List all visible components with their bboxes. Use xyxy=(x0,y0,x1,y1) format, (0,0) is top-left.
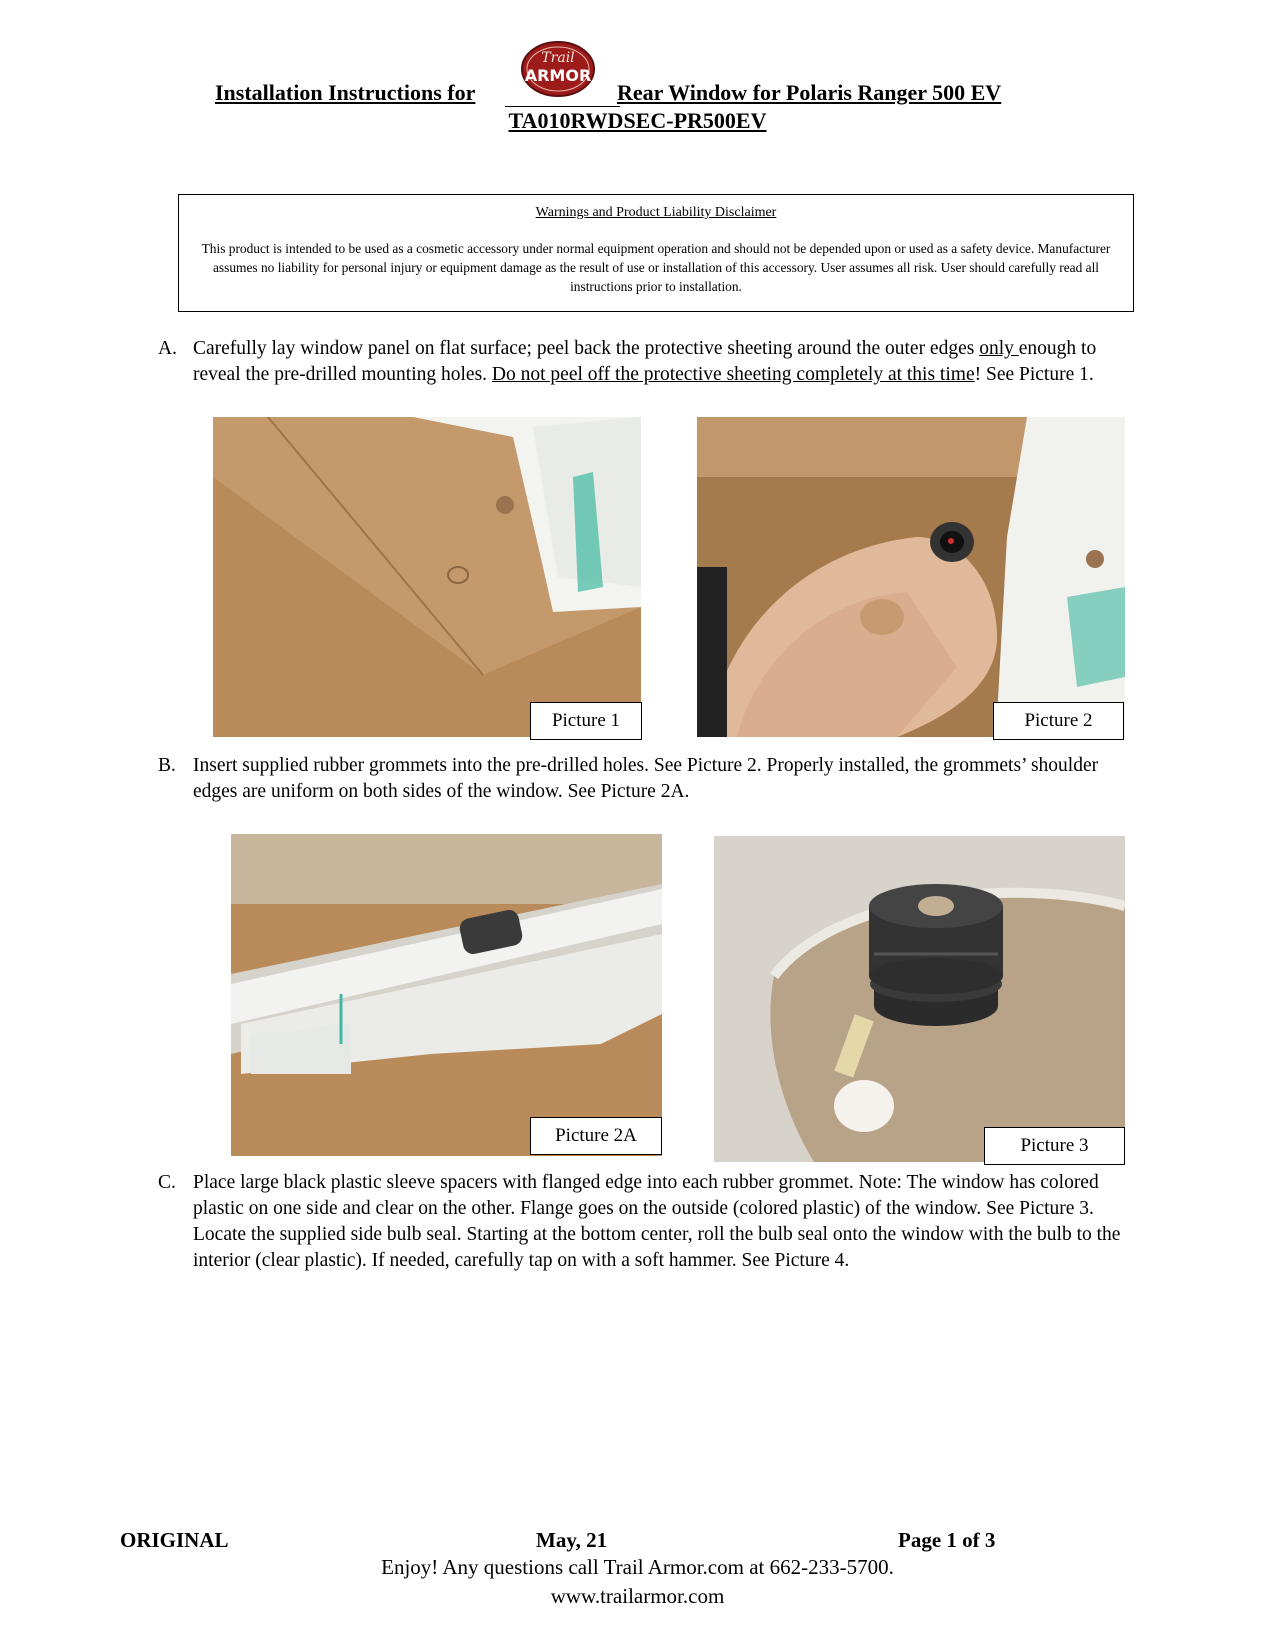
logo-text-top: Trail xyxy=(541,50,575,66)
picture-3-caption: Picture 3 xyxy=(984,1127,1125,1165)
title-left: Installation Instructions for xyxy=(215,80,476,105)
part-number: TA010RWDSEC-PR500EV xyxy=(508,108,767,133)
title-right: Rear Window for Polaris Ranger 500 EV xyxy=(617,80,1002,105)
step-a-text xyxy=(193,336,1143,388)
step-b-letter: B. xyxy=(158,755,176,776)
picture-2a-caption: Picture 2A xyxy=(530,1117,662,1155)
footer-date: May, 21 xyxy=(536,1528,608,1552)
disclaimer-box xyxy=(178,194,1134,312)
logo-text-bottom: ARMOR xyxy=(524,66,592,85)
step-a-warning: Do not peel off the protective sheeting completely at this time xyxy=(491,364,975,385)
step-a-letter: A. xyxy=(158,338,177,359)
picture-2-caption: Picture 2 xyxy=(993,702,1124,740)
footer-contact: Enjoy! Any questions call Trail Armor.com at 662-233-5700. xyxy=(381,1555,894,1579)
picture-2 xyxy=(697,417,1125,737)
footer-page-number: Page 1 of 3 xyxy=(898,1528,996,1552)
step-a-only: only xyxy=(979,338,1019,359)
footer-original: ORIGINAL xyxy=(120,1528,229,1552)
picture-1-caption: Picture 1 xyxy=(530,702,642,740)
picture-1 xyxy=(213,417,641,737)
step-a-part1: Carefully lay window panel on flat surface; peel back the protective sheeting around the outer edges xyxy=(193,338,980,359)
step-c-letter: C. xyxy=(158,1172,176,1193)
disclaimer-body: This product is intended to be used as a cosmetic accessory under normal equipment operation and should not be depended upon or used as a safety device. Manufacturer assumes no liability for personal injury or equipment damage as the result of use or installation of this accessory. User assumes all risk. User should carefully read all instructions prior to installation. xyxy=(201,241,1111,294)
document-title xyxy=(0,76,1275,108)
step-a-part3: enough to reveal the pre-drilled mounting holes. xyxy=(193,338,1097,385)
step-a xyxy=(158,336,1148,416)
title-underline-gap xyxy=(505,106,620,107)
step-a-part5: ! See Picture 1. xyxy=(974,364,1094,385)
step-c xyxy=(158,1170,1148,1302)
step-b-text: Insert supplied rubber grommets into the pre-drilled holes. See Picture 2. Properly installed, the grommets’ shoulder edges are uniform on both sides of the window. See Picture 2A. xyxy=(193,755,1099,802)
step-c-text: Place large black plastic sleeve spacers with flanged edge into each rubber grommet. Note: The window has colored plastic on one side and clear on the other. Flange goes on the outside (colored plastic) of the window. See Picture 3. Locate the supplied side bulb seal. Starting at the bottom center, roll the bulb seal onto the window with the bulb to the interior (clear plastic). If needed, carefully tap on with a soft hammer. See Picture 4. xyxy=(193,1172,1121,1271)
footer-website: www.trailarmor.com xyxy=(550,1584,725,1608)
picture-2a xyxy=(231,834,662,1156)
step-b xyxy=(158,753,1148,807)
picture-3 xyxy=(714,836,1125,1162)
disclaimer-title: Warnings and Product Liability Disclaimer xyxy=(535,205,777,220)
